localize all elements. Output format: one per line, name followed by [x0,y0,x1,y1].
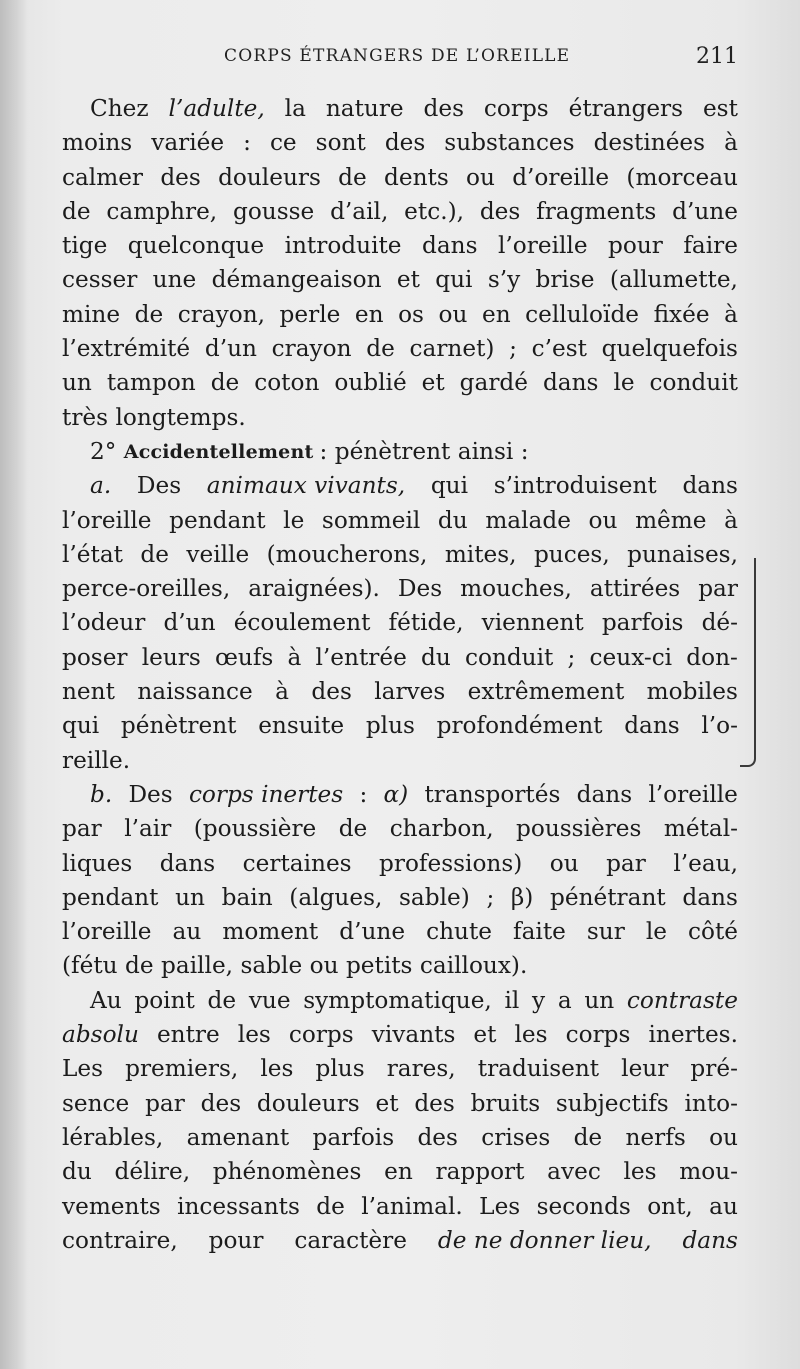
word: os [398,300,424,328]
word: celluloïde [525,300,640,328]
word: camphre, [106,197,218,225]
word: into- [684,1089,738,1117]
word: puces, [533,540,610,568]
word: œufs [214,643,274,671]
word: au [709,1192,738,1220]
word: de [140,540,169,568]
word: attirées [589,575,681,603]
word: lérables, [62,1123,164,1151]
word: profondément [436,712,603,740]
word: par [698,575,738,603]
word: destinées [593,129,706,157]
word: ou [438,300,468,328]
word: le [283,506,305,534]
word: tige [62,232,108,260]
word: les [237,1021,271,1049]
word: leurs [141,643,201,671]
word: dé- [701,609,738,637]
text-line [62,812,738,846]
word: la [284,95,306,122]
word: qui [62,712,100,740]
text-line [62,92,738,126]
word: fétide, [388,609,464,637]
word: sont [315,129,366,157]
word: en [481,300,511,328]
word: un [584,986,615,1014]
word: ou [588,506,618,534]
word: mites, [444,540,517,568]
word: : [520,437,529,465]
word: au [172,918,202,946]
word: est [702,95,738,122]
word: perle [279,300,341,328]
word: oublié [334,369,407,397]
word: l’eau, [673,849,738,877]
word: et [473,1021,497,1049]
word: conduit [649,369,738,397]
word: α) [383,780,409,808]
word: quelquefois [601,335,738,363]
word: de [573,1123,603,1151]
word: dans [682,883,738,911]
word: sence [62,1089,130,1117]
word: un [175,883,205,911]
word: corps [565,1021,631,1049]
word: du [420,643,451,671]
word: (fétu [62,952,118,980]
text-line [62,366,738,400]
word: le [613,369,635,397]
running-title: CORPS ÉTRANGERS DE L’OREILLE [224,46,571,66]
word: certaines [242,849,352,877]
word: symptomatique, [303,986,492,1014]
text-line [62,1121,738,1155]
word: métal- [663,815,738,843]
word: dans [682,1226,738,1254]
word: (algues, [289,883,383,911]
word: côté [688,918,738,946]
word: d’un [204,335,257,363]
word: punaises, [627,540,738,568]
word: ceux-ci [589,643,673,671]
word: mine [62,300,121,328]
word: corps inertes [188,780,344,808]
word: malade [485,506,571,534]
word: Chez [90,95,149,122]
word: sur [586,918,625,946]
word: chute [426,918,492,946]
word: les [260,1055,294,1083]
text-line [62,298,738,332]
word: de ne donner lieu, [437,1226,652,1254]
text-line [62,469,738,503]
word: transportés [424,780,561,808]
word: ainsi [457,437,514,465]
word: crayon [271,335,352,363]
word: fragments [536,197,657,225]
word: araignées). [248,575,380,603]
word: délire, [114,1158,191,1186]
word: à [724,129,738,157]
word: de [338,163,367,191]
word: point [134,986,195,1014]
text-line [62,1155,738,1189]
word: d’oreille [512,163,610,191]
text-line [62,881,738,915]
word: (morceau [626,163,738,191]
word: du [62,1158,92,1186]
word: charbon, [389,815,494,843]
text-line [62,744,738,778]
word: l’état [62,540,123,568]
word: sable) [399,883,470,911]
word: l’oreille [498,232,588,260]
word: introduite [284,232,402,260]
word: plus [365,712,415,740]
word: ou [549,849,579,877]
word: rapport [435,1158,525,1186]
word: d’un [163,609,216,637]
word: dans [542,369,599,397]
word: traduisent [477,1055,600,1083]
word: mou- [679,1158,738,1186]
word: d’une [672,197,738,225]
word: : [359,780,368,808]
word: ; [486,883,495,911]
word: très [62,403,109,431]
word: animaux vivants, [206,472,406,500]
word: l’adulte, [168,95,265,122]
word: substances [444,129,575,157]
word: etc.), [404,197,464,225]
word: l’entrée [315,643,407,671]
text-line [62,1052,738,1086]
word: moins [62,129,133,157]
word: bain [221,883,273,911]
word: du [437,506,468,534]
margin-bracket-mark [748,548,766,778]
word: β) [510,883,534,911]
word: démangeaison [211,266,382,294]
word: de [210,369,240,397]
word: qui [430,472,469,500]
word: viennent [481,609,584,637]
word: phénomènes [212,1158,362,1186]
word: l’odeur [62,609,146,637]
word: premiers, [125,1055,239,1083]
word: Les [62,1055,104,1083]
word: c’est [531,335,587,363]
word: calmer [62,163,144,191]
word: et [421,369,445,397]
word: de [62,197,91,225]
word: l’oreille [62,918,152,946]
word: par [62,815,102,843]
word: ensuite [258,712,345,740]
word: de [316,1192,345,1220]
word: ce [269,129,297,157]
word: incessants [177,1192,300,1220]
word: longtemps. [115,403,246,431]
word: vements [62,1192,161,1220]
text-line [62,435,738,469]
word: contraste [626,986,738,1014]
text-line [62,195,738,229]
text-line [62,263,738,297]
word: d’ail, [330,197,389,225]
word: les [514,1021,548,1049]
text-line [62,126,738,160]
word: pénètrent [334,437,451,465]
word: dans [682,472,738,500]
text-line [62,915,738,949]
word: l’extrémité [62,335,191,363]
word: à [724,300,738,328]
text-line [62,641,738,675]
word: (allumette, [609,266,738,294]
text-line [62,538,738,572]
word: à [724,506,738,534]
text-line [62,229,738,263]
text-line [62,1190,738,1224]
word: dents [384,163,449,191]
word: vue [248,986,291,1014]
word: b. [90,780,113,808]
text-line [62,675,738,709]
word: poser [62,643,128,671]
text-line [62,332,738,366]
word: pour [608,232,663,260]
word: moment [222,918,319,946]
word: pré- [690,1055,738,1083]
word: faite [513,918,566,946]
word: paille, [161,952,234,980]
word: des [160,163,201,191]
word: plus [315,1055,365,1083]
word: : [243,129,251,157]
word: qui [435,266,473,294]
word: y [532,986,546,1014]
word: subjectifs [555,1089,669,1117]
word: a [557,986,572,1014]
word: brise [535,266,595,294]
word: perce-oreilles, [62,575,231,603]
word: contraire, [62,1226,178,1254]
word: coton [254,369,320,397]
text-line [62,504,738,538]
word: étrangers [568,95,684,122]
word: carnet) [409,335,495,363]
word: s’introduisent [493,472,657,500]
word: amenant [186,1123,290,1151]
word: des [311,678,352,706]
word: à [287,643,302,671]
word: conduit [464,643,554,671]
word: nerfs [625,1123,686,1151]
word: s’y [487,266,521,294]
word: corps [483,95,549,122]
word: par [606,849,646,877]
word: de [366,335,395,363]
text-line [62,401,738,435]
page-gutter-shadow [0,0,28,1369]
word: liques [62,849,133,877]
word: rares, [386,1055,456,1083]
word: l’air [124,815,172,843]
word: quelconque [127,232,265,260]
text-line [62,709,738,743]
word: écoulement [233,609,371,637]
word: (poussière [193,815,317,843]
word: le [645,918,667,946]
word: avec [547,1158,601,1186]
text-line [62,949,738,983]
text-line [62,1018,738,1052]
text-line [62,161,738,195]
word: seconds [536,1192,631,1220]
word: don- [686,643,738,671]
word: de [125,952,154,980]
page-number: 211 [696,44,738,69]
word: un [62,369,92,397]
word: des [384,129,426,157]
text-line [62,572,738,606]
word: ; [567,643,576,671]
text-line [62,1087,738,1121]
word: douleurs [218,163,321,191]
margin-bracket-hook [740,753,756,767]
word: naissance [137,678,253,706]
word: en [384,1158,413,1186]
word: l’animal. [361,1192,463,1220]
word: même [635,506,707,534]
word: des [414,1089,455,1117]
word: pénètrent [120,712,237,740]
word: crises [481,1123,551,1151]
word: faire [683,232,738,260]
word: fixée [653,300,710,328]
word: des [417,1123,458,1151]
word: des [423,95,465,122]
word: cailloux). [419,952,528,980]
word: mouches, [460,575,572,603]
word: reille. [62,746,131,774]
word: dans [576,780,633,808]
word: dans [624,712,680,740]
word: caractère [294,1226,407,1254]
word: petits [345,952,413,980]
word: à [275,678,289,706]
word: cesser [62,266,138,294]
word: crayon, [177,300,265,328]
word: Des [397,575,443,603]
word: Des [136,472,182,500]
word: par [145,1089,185,1117]
word: et [396,266,420,294]
word: ou [466,163,495,191]
word: douleurs [256,1089,360,1117]
word: les [623,1158,657,1186]
word: sommeil [321,506,421,534]
word: ont, [647,1192,693,1220]
word: 2° [90,437,117,465]
word: Au [90,986,122,1014]
word: une [152,266,197,294]
word: d’une [339,918,406,946]
word: dans [159,849,216,877]
word: sable [240,952,303,980]
text-line [62,1224,738,1258]
word: l’o- [701,712,738,740]
word: de [134,300,164,328]
word: ; [509,335,517,363]
word: gousse [233,197,315,225]
word: larves [374,678,446,706]
word: poussières [516,815,642,843]
word: et [375,1089,399,1117]
word: Des [128,780,173,808]
word: pendant [62,883,159,911]
word: Accidentellement [123,440,314,463]
word: pendant [169,506,266,534]
word: dans [422,232,478,260]
word: professions) [379,849,523,877]
text-line [62,606,738,640]
word: inertes. [648,1021,738,1049]
word: Les [479,1192,521,1220]
word: il [504,986,520,1014]
word: ou [309,952,339,980]
page-header [62,42,738,82]
word: ou [709,1123,738,1151]
body-text [62,92,738,1258]
word: en [354,300,384,328]
word: l’oreille [62,506,152,534]
word: vivants [371,1021,456,1049]
word: : [319,437,328,465]
word: veille [186,540,250,568]
word: pénétrant [550,883,666,911]
word: extrêmement [467,678,625,706]
word: des [479,197,521,225]
word: parfois [601,609,684,637]
word: l’oreille [648,780,738,808]
word: de [207,986,237,1014]
margin-bracket-bar [754,558,756,758]
word: entre [156,1021,220,1049]
word: corps [288,1021,354,1049]
word: nature [325,95,404,122]
word: variée [151,129,225,157]
word: pour [208,1226,264,1254]
word: des [200,1089,242,1117]
text-line [62,847,738,881]
text-line [62,984,738,1018]
word: tampon [106,369,196,397]
text-line [62,778,738,812]
word: de [338,815,368,843]
word: nent [62,678,115,706]
word: gardé [459,369,528,397]
word: leur [621,1055,669,1083]
word: mobiles [646,678,738,706]
word: (moucherons, [266,540,428,568]
word: bruits [470,1089,541,1117]
word: parfois [312,1123,395,1151]
word: a. [90,472,112,500]
word: absolu [62,1021,139,1049]
